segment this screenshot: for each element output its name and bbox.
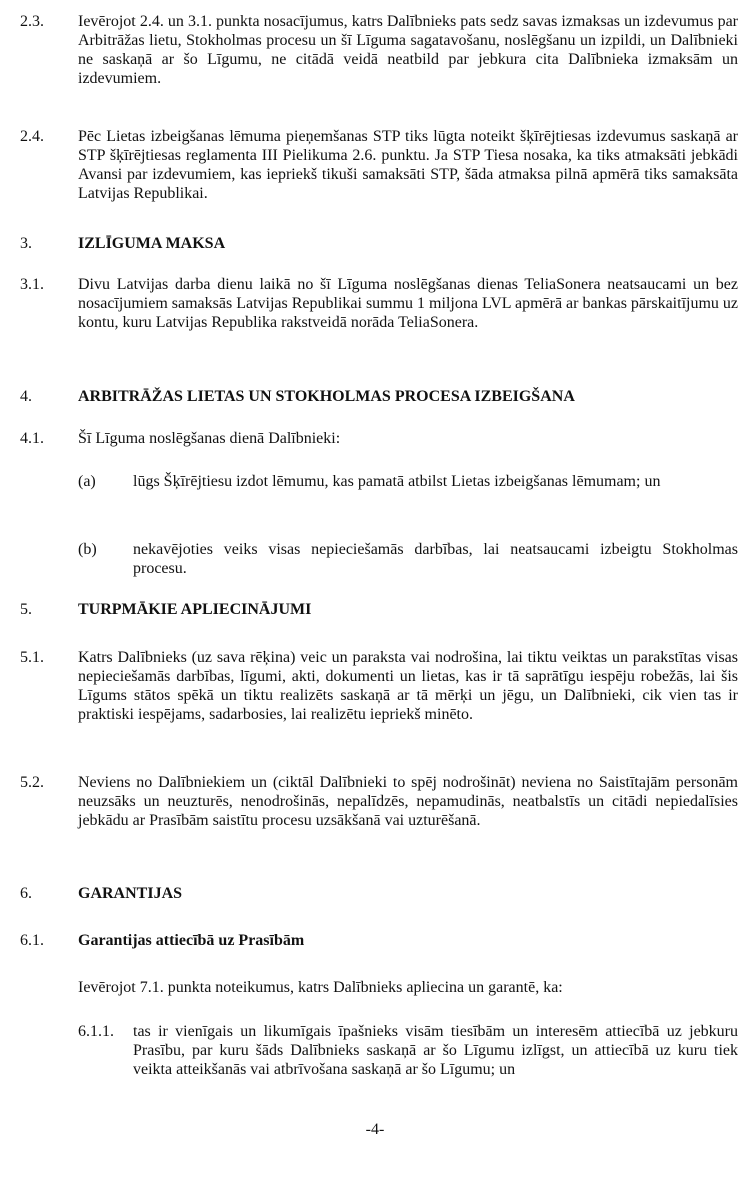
clause-number: 2.3.: [20, 13, 44, 30]
section-number: 5.: [20, 601, 32, 618]
clause-number: 6.1.: [20, 932, 44, 949]
item-label: (a): [78, 473, 96, 490]
clause-text: Ievērojot 2.4. un 3.1. punkta nosacījumus, katrs Dalībnieks pats sedz savas izmaksas un izdevumus par Arbitrāžas lietu, Stokholmas procesu un šī Līguma sagatavošanu, noslēgšanu un izpildi, un Dalībnieki ne saskaņā ar šo Līgumu, ne citādā veidā neatbild par jebkura cita Dalībnieka izmaksām un izdevumiem.: [78, 13, 738, 87]
subclause-text: tas ir vienīgais un likumīgais īpašnieks visām tiesībām un interesēm attiecībā uz jebkuru Prasību, par kuru šāds Dalībnieks saskaņā ar šo Līgumu izlīgst, un attiecībā uz kuru tiek veikta atteikšanās vai atbrīvošana saskaņā ar šo Līgumu; un: [133, 1023, 738, 1078]
item-label: (b): [78, 541, 97, 558]
clause-text: Pēc Lietas izbeigšanas lēmuma pieņemšanas STP tiks lūgta noteikt šķīrējtiesas izdevumus saskaņā ar STP šķīrējtiesas reglamenta III Pielikuma 2.6. punktu. Ja STP Tiesa nosaka, ka tiks atmaksāti jebkādi Avansi par izdevumiem, kas iepriekš tikuši samaksāti STP, šāda atmaksa pilnā apmērā tiks samaksāta Latvijas Republikai.: [78, 128, 738, 202]
clause-text: Šī Līguma noslēgšanas dienā Dalībnieki:: [78, 430, 341, 447]
clause-text: Divu Latvijas darba dienu laikā no šī Līguma noslēgšanas dienas TeliaSonera neatsaucami un bez nosacījumiem samaksās Latvijas Republikai summu 1 miljona LVL apmērā ar bankas pārskaitījumu uz kontu, kuru Latvijas Republika rakstveidā norāda TeliaSonera.: [78, 276, 738, 331]
item-text: nekavējoties veiks visas nepieciešamās darbības, lai neatsaucami izbeigtu Stokholmas procesu.: [133, 541, 738, 577]
section-heading: GARANTIJAS: [78, 885, 183, 902]
clause-number: 5.1.: [20, 649, 44, 666]
subclause-number: 6.1.1.: [78, 1023, 114, 1040]
clause-heading: Garantijas attiecībā uz Prasībām: [78, 932, 305, 949]
section-number: 3.: [20, 235, 32, 252]
clause-number: 3.1.: [20, 276, 44, 293]
clause-number: 5.2.: [20, 774, 44, 791]
page-number: -4-: [365, 1121, 385, 1138]
section-heading: TURPMĀKIE APLIECINĀJUMI: [78, 601, 312, 618]
item-text: lūgs Šķīrējtiesu izdot lēmumu, kas pamatā atbilst Lietas izbeigšanas lēmumam; un: [133, 473, 661, 490]
clause-number: 2.4.: [20, 128, 44, 145]
clause-intro: Ievērojot 7.1. punkta noteikumus, katrs Dalībnieks apliecina un garantē, ka:: [78, 979, 563, 996]
section-number: 6.: [20, 885, 32, 902]
section-number: 4.: [20, 388, 32, 405]
section-heading: IZLĪGUMA MAKSA: [78, 235, 226, 252]
clause-text: Neviens no Dalībniekiem un (ciktāl Dalībnieki to spēj nodrošināt) neviena no Saistītajām personām neuzsāks un neuzturēs, nenodrošinās, nepalīdzēs, nepamudinās, neatbalstīs un citādi nepiedalīsies jebkādu ar Prasībām saistītu procesu uzsākšanā vai uzturēšanā.: [78, 774, 738, 829]
section-heading: ARBITRĀŽAS LIETAS UN STOKHOLMAS PROCESA IZBEIGŠANA: [78, 388, 575, 405]
clause-text: Katrs Dalībnieks (uz sava rēķina) veic un paraksta vai nodrošina, lai tiktu veiktas un parakstītas visas nepieciešamās darbības, līgumi, akti, dokumenti un lietas, kas ir tā saprātīgu iespēju robežās, lai šis Līgums stātos spēkā un tiktu realizēts saskaņā ar tā mērķi un jēgu, un Dalībnieki, cik vien tas ir praktiski iespējams, sadarbosies, lai realizētu iepriekš minēto.: [78, 649, 738, 723]
clause-number: 4.1.: [20, 430, 44, 447]
